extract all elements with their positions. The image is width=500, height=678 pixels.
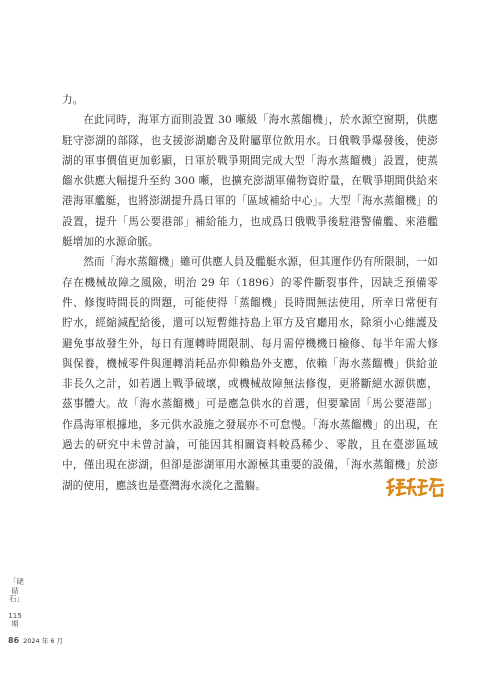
page-footer: [8, 634, 63, 646]
article-body: [62, 90, 438, 496]
paragraph-2: 在此同時，海軍方面則設置 30 噸級「海水蒸餾機」，於水源空窗期，供應駐守澎湖的部隊，也支援澎湖廳舍及附屬單位飲用水。日俄戰爭爆發後，使澎湖的軍事價值更加彰顯，日軍於戰爭期間完成大型「海水蒸餾機」設置，使蒸餾水供應大幅提升至約 300 噸，也擴充澎湖軍備物資貯量，在戰爭期間供給來港海軍艦艇，也將澎湖提升爲日軍的「區域補給中心」。大型「海水蒸餾機」的設置，提升「馬公要港部」補給能力，也成爲日俄戰爭後駐港警備艦、來港艦艇增加的水源命脈。: [62, 114, 438, 249]
paragraph-continuation: 力。: [62, 94, 84, 106]
issue-number: 115 期: [8, 612, 22, 628]
page-number: 86: [8, 635, 20, 645]
issue-date: 2024 年 6 月: [23, 636, 64, 645]
logo-brush-strokes: [387, 479, 443, 496]
magazine-logo: [386, 476, 448, 498]
magazine-side-title: [9, 577, 24, 604]
side-title-text: 「硓𥑮石」: [9, 577, 24, 603]
paragraph-3: 然而「海水蒸餾機」雖可供應人員及艦艇水源，但其運作仍有所限制，一如存在機械故障之風險，明治 29 年（1896）的零件斷裂事件，因缺乏預備零件、修復時間長的問題，可能使得「蒸餾機」長時間無法使用，所幸日常便有貯水，經縮減配給後，還可以短暫維持島上軍方及官廳用水，除須小心維護及避免事故發生外，每日有運轉時間限制、每月需停機機日檢修、每半年需大修與保養，機械零件與運轉消耗品亦仰賴島外支應，依賴「海水蒸餾機」供給並非長久之計，如若遇上戰爭破壞，或機械故障無法修復，更將斷絕水源供應，茲事體大。故「海水蒸餾機」可是應急供水的首選，但要鞏固「馬公要港部」作爲海軍根據地，多元供水設施之發展亦不可怠慢。「海水蒸餾機」的出現，在過去的研究中未曾討論，可能因其相關資料較爲稀少、零散，且在臺澎區域中，僅出現在澎湖，但卻是澎湖軍用水源極其重要的設備，「海水蒸餾機」於澎湖的使用，應該也是臺灣海水淡化之濫觴。: [62, 256, 438, 492]
